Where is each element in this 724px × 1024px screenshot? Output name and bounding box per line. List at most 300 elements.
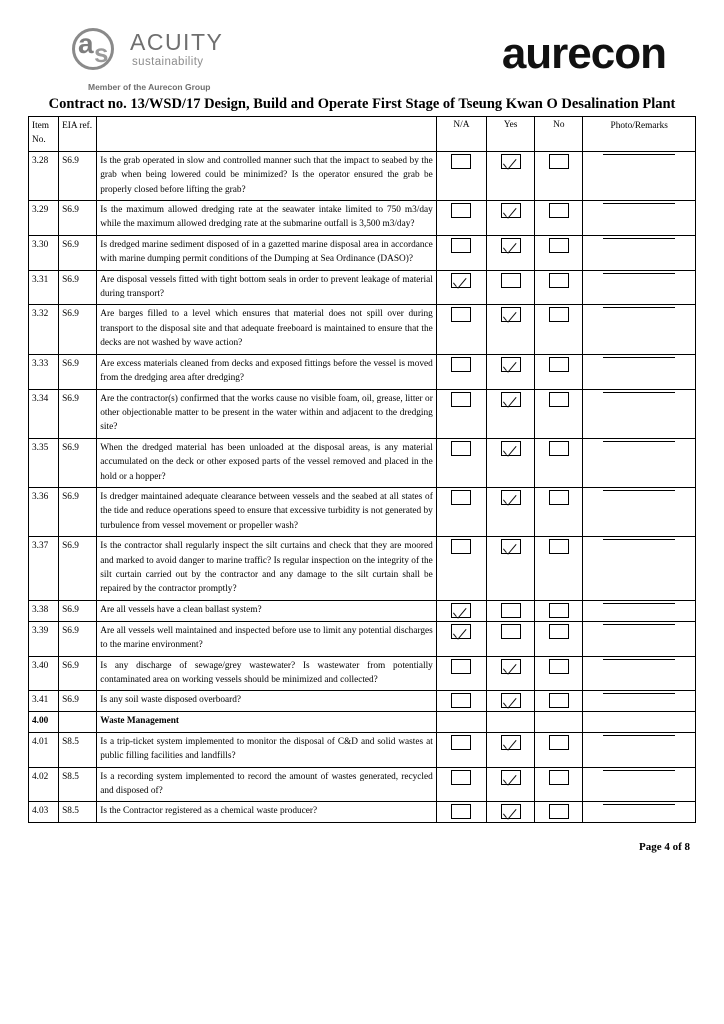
checkbox-checked-icon[interactable]: [501, 693, 521, 708]
checkbox-wrapper: [538, 770, 579, 785]
table-row: [29, 537, 696, 601]
checkbox-cell-na[interactable]: [436, 621, 486, 656]
header-eia: EIA ref.: [59, 117, 97, 152]
checkbox-icon[interactable]: [451, 441, 471, 456]
checkbox-cell-yes[interactable]: [487, 802, 535, 823]
section-title: Waste Management: [97, 712, 437, 732]
checkbox-icon[interactable]: [549, 539, 569, 554]
checkbox-cell-no[interactable]: [535, 621, 583, 656]
checkbox-icon[interactable]: [549, 441, 569, 456]
header-description: [97, 117, 437, 152]
checkbox-cell-no[interactable]: [535, 802, 583, 823]
checkbox-icon[interactable]: [451, 392, 471, 407]
checkbox-cell-na[interactable]: [436, 802, 486, 823]
checkbox-icon[interactable]: [451, 357, 471, 372]
checkbox-icon[interactable]: [451, 693, 471, 708]
checkbox-checked-icon[interactable]: [501, 539, 521, 554]
checkbox-cell-na[interactable]: [436, 487, 486, 536]
remarks-line: [603, 624, 675, 625]
checkbox-checked-icon[interactable]: [501, 659, 521, 674]
section-na-cell: [436, 712, 486, 732]
checkbox-cell-yes[interactable]: [487, 656, 535, 691]
checkbox-cell-no[interactable]: [535, 354, 583, 389]
row-eia-ref: S8.5: [59, 732, 97, 767]
checkbox-wrapper: [490, 441, 531, 456]
row-eia-ref: S6.9: [59, 656, 97, 691]
checkbox-cell-yes[interactable]: [487, 767, 535, 802]
header-item-line2: No.: [32, 135, 46, 146]
section-yes-cell: [487, 712, 535, 732]
checkbox-cell-yes[interactable]: [487, 537, 535, 601]
checkbox-cell-na[interactable]: [436, 305, 486, 354]
row-item-no: 3.35: [29, 438, 59, 487]
remarks-wrapper: [586, 154, 692, 155]
checkbox-wrapper: [490, 735, 531, 750]
remarks-wrapper: [586, 307, 692, 308]
checkbox-cell-yes[interactable]: [487, 235, 535, 270]
checkbox-icon[interactable]: [451, 539, 471, 554]
acuity-mark-icon: a s: [70, 26, 122, 74]
checkbox-wrapper: [538, 539, 579, 554]
row-item-no: 4.03: [29, 802, 59, 823]
checkbox-icon[interactable]: [501, 273, 521, 288]
checkbox-icon[interactable]: [549, 770, 569, 785]
checkbox-wrapper: [538, 273, 579, 288]
row-remarks[interactable]: [583, 151, 696, 200]
checkbox-cell-na[interactable]: [436, 389, 486, 438]
checkbox-checked-icon[interactable]: [501, 238, 521, 253]
remarks-line: [603, 770, 675, 771]
checkbox-wrapper: [440, 603, 483, 618]
row-item-no: 4.01: [29, 732, 59, 767]
header-remarks: Photo/Remarks: [583, 117, 696, 152]
checkbox-wrapper: [440, 735, 483, 750]
row-eia-ref: S6.9: [59, 151, 97, 200]
row-remarks[interactable]: [583, 732, 696, 767]
row-remarks[interactable]: [583, 767, 696, 802]
checkbox-icon[interactable]: [549, 804, 569, 819]
row-item-no: 3.34: [29, 389, 59, 438]
checkbox-icon[interactable]: [549, 203, 569, 218]
row-item-no: 3.38: [29, 600, 59, 621]
row-eia-ref: S8.5: [59, 767, 97, 802]
checkbox-wrapper: [538, 357, 579, 372]
row-eia-ref: S6.9: [59, 600, 97, 621]
row-item-no: 3.40: [29, 656, 59, 691]
remarks-wrapper: [586, 203, 692, 204]
checkbox-cell-yes[interactable]: [487, 305, 535, 354]
row-remarks[interactable]: [583, 600, 696, 621]
table-row: [29, 270, 696, 305]
checkbox-wrapper: [538, 624, 579, 639]
remarks-wrapper: [586, 659, 692, 660]
checkbox-wrapper: [490, 624, 531, 639]
checkbox-wrapper: [440, 441, 483, 456]
checkbox-wrapper: [440, 804, 483, 819]
checkbox-icon[interactable]: [451, 203, 471, 218]
checkbox-wrapper: [490, 770, 531, 785]
remarks-line: [603, 238, 675, 239]
remarks-line: [603, 490, 675, 491]
checkbox-cell-no[interactable]: [535, 389, 583, 438]
table-row: [29, 151, 696, 200]
remarks-wrapper: [586, 624, 692, 625]
remarks-line: [603, 392, 675, 393]
checkbox-cell-no[interactable]: [535, 537, 583, 601]
remarks-line: [603, 203, 675, 204]
checkbox-cell-na[interactable]: [436, 201, 486, 236]
checkbox-wrapper: [490, 238, 531, 253]
row-description: Are barges filled to a level which ensures that material does not spill over during transport to the disposal site and that adequate freeboard is maintained to ensure that the decks are not washed by wave action?: [97, 305, 437, 354]
remarks-line: [603, 307, 675, 308]
checkbox-cell-no[interactable]: [535, 438, 583, 487]
checkbox-cell-no[interactable]: [535, 656, 583, 691]
checkbox-icon[interactable]: [451, 804, 471, 819]
acuity-member-note: Member of the Aurecon Group: [88, 82, 211, 92]
row-description: Are all vessels well maintained and inspected before use to limit any potential discharges to the marine environment?: [97, 621, 437, 656]
checkbox-icon[interactable]: [549, 693, 569, 708]
row-eia-ref: S6.9: [59, 235, 97, 270]
checkbox-cell-yes[interactable]: [487, 270, 535, 305]
remarks-line: [603, 154, 675, 155]
checkbox-wrapper: [490, 603, 531, 618]
checkbox-wrapper: [440, 357, 483, 372]
remarks-wrapper: [586, 441, 692, 442]
remarks-wrapper: [586, 273, 692, 274]
checkbox-wrapper: [440, 624, 483, 639]
checkbox-wrapper: [490, 357, 531, 372]
checkbox-icon[interactable]: [549, 238, 569, 253]
checkbox-wrapper: [538, 238, 579, 253]
row-description: Is the Contractor registered as a chemical waste producer?: [97, 802, 437, 823]
table-row: [29, 235, 696, 270]
row-remarks[interactable]: [583, 621, 696, 656]
checkbox-icon[interactable]: [549, 273, 569, 288]
row-eia-ref: S6.9: [59, 270, 97, 305]
row-description: Is a recording system implemented to record the amount of wastes generated, recycled and disposed of?: [97, 767, 437, 802]
checkbox-icon[interactable]: [451, 238, 471, 253]
checkbox-wrapper: [538, 603, 579, 618]
header-na: N/A: [436, 117, 486, 152]
checkbox-wrapper: [490, 307, 531, 322]
checkbox-wrapper: [440, 539, 483, 554]
row-remarks[interactable]: [583, 802, 696, 823]
checkbox-wrapper: [538, 735, 579, 750]
row-eia-ref: S6.9: [59, 691, 97, 712]
document-header: [28, 0, 696, 96]
row-description: Are disposal vessels fitted with tight bottom seals in order to prevent leakage of material during transport?: [97, 270, 437, 305]
row-item-no: 3.31: [29, 270, 59, 305]
checkbox-wrapper: [440, 154, 483, 169]
table-row: [29, 600, 696, 621]
row-item-no: 3.41: [29, 691, 59, 712]
table-row: [29, 201, 696, 236]
checkbox-checked-icon[interactable]: [501, 203, 521, 218]
row-remarks[interactable]: [583, 438, 696, 487]
remarks-wrapper: [586, 804, 692, 805]
remarks-wrapper: [586, 357, 692, 358]
checkbox-cell-yes[interactable]: [487, 487, 535, 536]
checkbox-checked-icon[interactable]: [501, 392, 521, 407]
row-description: Is the grab operated in slow and controlled manner such that the impact to seabed by the grab when being lowered could be minimized? Is the operator ensured the grab be properly closed before lifting the grab?: [97, 151, 437, 200]
checkbox-icon[interactable]: [451, 770, 471, 785]
checkbox-cell-yes[interactable]: [487, 201, 535, 236]
table-row: [29, 621, 696, 656]
checkbox-icon[interactable]: [501, 603, 521, 618]
row-description: Are the contractor(s) confirmed that the works cause no visible foam, oil, grease, litter or other objectionable matter to be present in the water within and adjacent to the dredging site?: [97, 389, 437, 438]
checkbox-checked-icon[interactable]: [451, 273, 471, 288]
checkbox-icon[interactable]: [451, 659, 471, 674]
table-row: [29, 802, 696, 823]
remarks-line: [603, 357, 675, 358]
row-item-no: 3.28: [29, 151, 59, 200]
row-eia-ref: S8.5: [59, 802, 97, 823]
row-description: Are excess materials cleaned from decks and exposed fittings before the vessel is moved from the dredging area after dredging?: [97, 354, 437, 389]
checkbox-checked-icon[interactable]: [501, 490, 521, 505]
checkbox-cell-no[interactable]: [535, 600, 583, 621]
checkbox-wrapper: [490, 693, 531, 708]
checkbox-icon[interactable]: [549, 659, 569, 674]
checkbox-checked-icon[interactable]: [501, 735, 521, 750]
row-remarks[interactable]: [583, 270, 696, 305]
remarks-wrapper: [586, 693, 692, 694]
checkbox-cell-na[interactable]: [436, 600, 486, 621]
row-description: Is any discharge of sewage/grey wastewater? Is wastewater from potentially contaminated area on working vessels should be minimized and collected?: [97, 656, 437, 691]
checkbox-icon[interactable]: [549, 624, 569, 639]
checklist-body: [29, 117, 696, 823]
checkbox-cell-no[interactable]: [535, 767, 583, 802]
row-item-no: 3.32: [29, 305, 59, 354]
remarks-wrapper: [586, 539, 692, 540]
row-item-no: 3.36: [29, 487, 59, 536]
checkbox-icon[interactable]: [549, 735, 569, 750]
checkbox-wrapper: [440, 693, 483, 708]
checkbox-icon[interactable]: [451, 154, 471, 169]
checkbox-wrapper: [538, 804, 579, 819]
row-eia-ref: S6.9: [59, 438, 97, 487]
row-item-no: 3.30: [29, 235, 59, 270]
remarks-wrapper: [586, 770, 692, 771]
row-description: Is a trip-ticket system implemented to monitor the disposal of C&D and solid wastes at public filling facilities and landfills?: [97, 732, 437, 767]
checkbox-checked-icon[interactable]: [501, 307, 521, 322]
checkbox-wrapper: [440, 770, 483, 785]
checkbox-wrapper: [538, 392, 579, 407]
table-row: [29, 656, 696, 691]
row-eia-ref: S6.9: [59, 389, 97, 438]
checkbox-cell-yes[interactable]: [487, 691, 535, 712]
header-item-line1: Item: [32, 121, 50, 131]
table-row: [29, 389, 696, 438]
row-remarks[interactable]: [583, 305, 696, 354]
checkbox-icon[interactable]: [549, 490, 569, 505]
checkbox-wrapper: [490, 273, 531, 288]
checkbox-cell-na[interactable]: [436, 438, 486, 487]
checkbox-cell-na[interactable]: [436, 537, 486, 601]
checkbox-wrapper: [440, 659, 483, 674]
checkbox-cell-yes[interactable]: [487, 600, 535, 621]
checkbox-cell-na[interactable]: [436, 767, 486, 802]
table-row: [29, 691, 696, 712]
row-eia-ref: S6.9: [59, 201, 97, 236]
checkbox-cell-no[interactable]: [535, 732, 583, 767]
checkbox-wrapper: [440, 392, 483, 407]
remarks-line: [603, 603, 675, 604]
row-eia-ref: S6.9: [59, 621, 97, 656]
checkbox-wrapper: [440, 307, 483, 322]
table-row: [29, 732, 696, 767]
checkbox-cell-yes[interactable]: [487, 354, 535, 389]
page-title: Contract no. 13/WSD/17 Design, Build and Operate First Stage of Tseung Kwan O Desalination Plant: [48, 96, 676, 112]
checkbox-cell-yes[interactable]: [487, 621, 535, 656]
checklist-table: [28, 116, 696, 823]
row-remarks[interactable]: [583, 656, 696, 691]
section-eia-ref: [59, 712, 97, 732]
checkbox-cell-na[interactable]: [436, 732, 486, 767]
checkbox-cell-na[interactable]: [436, 235, 486, 270]
remarks-wrapper: [586, 735, 692, 736]
checkbox-cell-no[interactable]: [535, 487, 583, 536]
row-eia-ref: S6.9: [59, 354, 97, 389]
checkbox-checked-icon[interactable]: [501, 804, 521, 819]
checkbox-cell-na[interactable]: [436, 656, 486, 691]
acuity-name: ACUITY: [130, 29, 224, 56]
checkbox-cell-yes[interactable]: [487, 389, 535, 438]
section-header-row: [29, 712, 696, 732]
row-eia-ref: S6.9: [59, 305, 97, 354]
remarks-wrapper: [586, 392, 692, 393]
checkbox-icon[interactable]: [451, 307, 471, 322]
remarks-line: [603, 735, 675, 736]
row-item-no: 3.33: [29, 354, 59, 389]
checkbox-cell-yes[interactable]: [487, 151, 535, 200]
row-description: When the dredged material has been unloaded at the disposal areas, is any material accumulated on the deck or other exposed parts of the vessel removed and placed in the hold or a hopper?: [97, 438, 437, 487]
row-remarks[interactable]: [583, 691, 696, 712]
checkbox-wrapper: [538, 693, 579, 708]
checkbox-cell-na[interactable]: [436, 691, 486, 712]
row-remarks[interactable]: [583, 235, 696, 270]
row-description: Is the maximum allowed dredging rate at the seawater intake limited to 750 m3/day while the maximum allowed dredging rate at the submarine outfall is 3,500 m3/day?: [97, 201, 437, 236]
remarks-wrapper: [586, 238, 692, 239]
row-item-no: 3.37: [29, 537, 59, 601]
checkbox-wrapper: [538, 490, 579, 505]
checkbox-wrapper: [490, 392, 531, 407]
checkbox-wrapper: [490, 659, 531, 674]
checkbox-checked-icon[interactable]: [501, 441, 521, 456]
checkbox-wrapper: [490, 154, 531, 169]
table-row: [29, 305, 696, 354]
checkbox-icon[interactable]: [549, 357, 569, 372]
checkbox-cell-yes[interactable]: [487, 732, 535, 767]
row-description: Is the contractor shall regularly inspect the silt curtains and check that they are moored and marked to avoid danger to marine traffic? Is regular inspection on the integrity of the silt curtain carried out by the contractor and any damage to the silt curtain shall be repaired by the contractor promptly?: [97, 537, 437, 601]
checkbox-cell-no[interactable]: [535, 305, 583, 354]
checkbox-wrapper: [538, 659, 579, 674]
checkbox-wrapper: [490, 203, 531, 218]
remarks-wrapper: [586, 603, 692, 604]
checkbox-wrapper: [440, 490, 483, 505]
checkbox-checked-icon[interactable]: [451, 603, 471, 618]
remarks-line: [603, 659, 675, 660]
checkbox-wrapper: [440, 203, 483, 218]
checkbox-wrapper: [538, 203, 579, 218]
header-no: No: [535, 117, 583, 152]
row-remarks[interactable]: [583, 201, 696, 236]
section-item-no: 4.00: [29, 712, 59, 732]
checkbox-cell-no[interactable]: [535, 201, 583, 236]
checkbox-wrapper: [490, 490, 531, 505]
section-remarks-cell: [583, 712, 696, 732]
checkbox-cell-no[interactable]: [535, 270, 583, 305]
checkbox-cell-no[interactable]: [535, 691, 583, 712]
checkbox-cell-na[interactable]: [436, 151, 486, 200]
checkbox-icon[interactable]: [501, 624, 521, 639]
acuity-tagline: sustainability: [132, 56, 204, 69]
remarks-line: [603, 273, 675, 274]
page-footer: Page 4 of 8: [638, 841, 690, 854]
checkbox-icon[interactable]: [549, 307, 569, 322]
checkbox-cell-no[interactable]: [535, 235, 583, 270]
row-eia-ref: S6.9: [59, 537, 97, 601]
checkbox-icon[interactable]: [451, 490, 471, 505]
checkbox-checked-icon[interactable]: [501, 357, 521, 372]
checkbox-checked-icon[interactable]: [501, 770, 521, 785]
acuity-wordmark: [130, 31, 223, 69]
row-description: Are all vessels have a clean ballast system?: [97, 600, 437, 621]
checkbox-wrapper: [490, 539, 531, 554]
checkbox-cell-yes[interactable]: [487, 438, 535, 487]
checkbox-wrapper: [538, 307, 579, 322]
remarks-line: [603, 804, 675, 805]
checkbox-icon[interactable]: [549, 603, 569, 618]
row-remarks[interactable]: [583, 487, 696, 536]
checkbox-checked-icon[interactable]: [451, 624, 471, 639]
checkbox-cell-na[interactable]: [436, 354, 486, 389]
header-yes: Yes: [487, 117, 535, 152]
aurecon-logo: aurecon: [501, 29, 666, 78]
row-description: Is dredged marine sediment disposed of in a gazetted marine disposal area in accordance with marine dumping permit conditions of the Dumping at Sea Ordinance (DASO)?: [97, 235, 437, 270]
row-remarks[interactable]: [583, 354, 696, 389]
checkbox-wrapper: [440, 238, 483, 253]
table-row: [29, 438, 696, 487]
checkbox-cell-no[interactable]: [535, 151, 583, 200]
checkbox-wrapper: [538, 441, 579, 456]
checkbox-icon[interactable]: [451, 735, 471, 750]
header-item: [29, 117, 59, 152]
checkbox-icon[interactable]: [549, 392, 569, 407]
row-eia-ref: S6.9: [59, 487, 97, 536]
table-header-row: [29, 117, 696, 152]
checkbox-checked-icon[interactable]: [501, 154, 521, 169]
table-row: [29, 487, 696, 536]
remarks-line: [603, 441, 675, 442]
checkbox-cell-na[interactable]: [436, 270, 486, 305]
row-item-no: 4.02: [29, 767, 59, 802]
checkbox-wrapper: [440, 273, 483, 288]
row-description: Is any soil waste disposed overboard?: [97, 691, 437, 712]
checkbox-wrapper: [490, 804, 531, 819]
checkbox-wrapper: [538, 154, 579, 169]
row-remarks[interactable]: [583, 537, 696, 601]
acuity-logo: [70, 26, 223, 92]
remarks-wrapper: [586, 490, 692, 491]
remarks-line: [603, 539, 675, 540]
table-row: [29, 767, 696, 802]
row-item-no: 3.39: [29, 621, 59, 656]
row-remarks[interactable]: [583, 389, 696, 438]
row-description: Is dredger maintained adequate clearance between vessels and the seabed at all states of the tide and reduce operations speed to ensure that excessive turbidity is not generated by turbulence from vessel movement or propeller wash?: [97, 487, 437, 536]
checkbox-icon[interactable]: [549, 154, 569, 169]
row-item-no: 3.29: [29, 201, 59, 236]
remarks-line: [603, 693, 675, 694]
